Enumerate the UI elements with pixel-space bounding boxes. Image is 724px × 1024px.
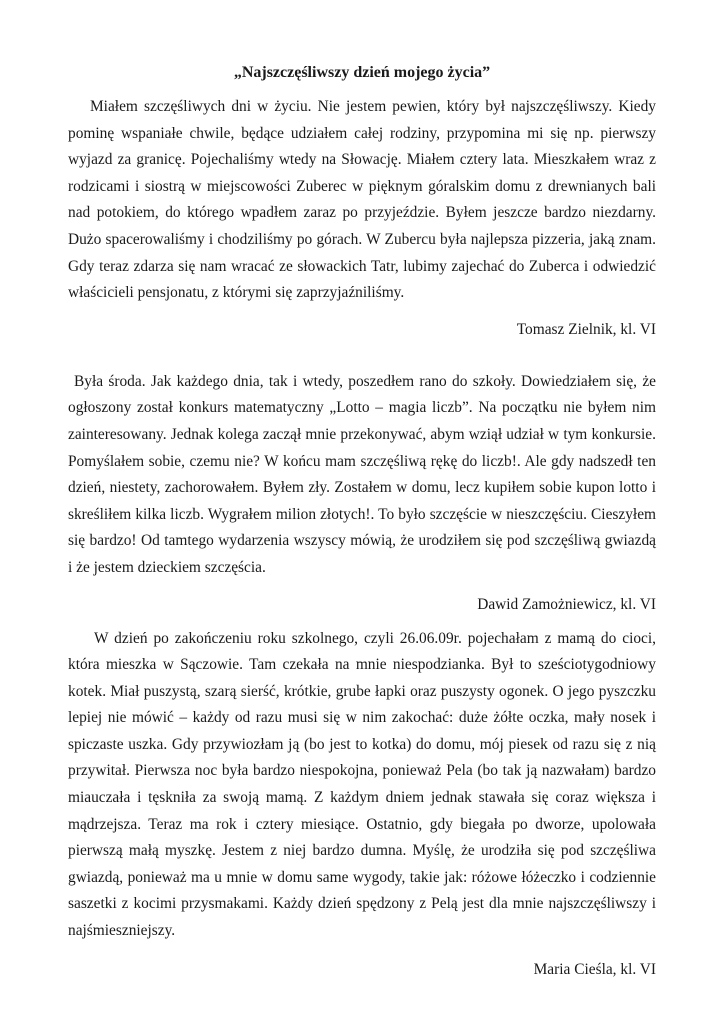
document-page: [68, 60, 656, 983]
essay-paragraph-1: Miałem szczęśliwych dni w życiu. Nie jestem pewien, który był najszczęśliwszy. Kiedy pominę wspaniałe chwile, będące udziałem całej rodziny, przypomina mi się np. pierwszy wyjazd za granicę. Pojechaliśmy wtedy na Słowację. Miałem cztery lata. Mieszkałem wraz z rodzicami i siostrą w miejscowości Zuberec w pięknym góralskim domu z drewnianych bali nad potokiem, do którego wpadłem zaraz po przyjeździe. Byłem jeszcze bardzo niezdarny. Dużo spacerowaliśmy i chodziliśmy po górach. W Zubercu była najlepsza pizzeria, jaką znam. Gdy teraz zdarza się nam wracać ze słowackich Tatr, lubimy zajechać do Zuberca i odwiedzić właścicieli pensjonatu, z którymi się zaprzyjaźniliśmy.: [68, 98, 656, 302]
essay-paragraph-2: Była środa. Jak każdego dnia, tak i wtedy, poszedłem rano do szkoły. Dowiedziałem się, że ogłoszony został konkurs matematyczny „Lotto – magia liczb”. Na początku nie byłem nim zainteresowany. Jednak kolega zaczął mnie przekonywać, abym wziął udział w tym konkursie. Pomyślałem sobie, czemu nie? W końcu mam szczęśliwą rękę do liczb!. Ale gdy nadszedł ten dzień, niestety, zachorowałem. Byłem zły. Zostałem w domu, lecz kupiłem sobie kupon lotto i skreśliłem kilka liczb. Wygrałem milion złotych!. To było szczęście w nieszczęściu. Cieszyłem się bardzo! Od tamtego wydarzenia wszyscy mówią, że urodziłem się pod szczęśliwą gwiazdą i że jestem dzieckiem szczęścia.: [68, 372, 656, 576]
author-signature-2: Dawid Zamożniewicz, kl. VI: [477, 595, 656, 613]
author-signature-3: Maria Cieśla, kl. VI: [533, 960, 656, 978]
author-signature-1: Tomasz Zielnik, kl. VI: [516, 320, 656, 338]
essay-paragraph-3: W dzień po zakończeniu roku szkolnego, czyli 26.06.09r. pojechałam z mamą do cioci, która mieszka w Sączowie. Tam czekała na mnie niespodzianka. Był to sześciotygodniowy kotek. Miał puszystą, szarą sierść, krótkie, grube łapki oraz puszysty ogonek. O jego pyszczku lepiej nie mówić – każdy od razu musi się w nim zakochać: duże żółte oczka, mały nosek i spiczaste uszka. Gdy przywiozłam ją (bo jest to kotka) do domu, mój piesek od razu się z nią przywitał. Pierwsza noc była bardzo niespokojna, ponieważ Pela (bo tak ją nazwałam) bardzo miauczała i tęskniła za swoją mamą. Z każdym dniem jednak stawała się coraz większa i mądrzejsza. Teraz ma rok i cztery miesiące. Ostatnio, gdy biegała po dworze, upolowała pierwszą małą myszkę. Jestem z niej bardzo dumna. Myślę, że urodziła się pod szczęśliwa gwiazdą, ponieważ ma u mnie w domu same wygody, takie jak: różowe łóżeczko i codziennie saszetki z kocimi przysmakami. Każdy dzień spędzony z Pelą jest dla mnie najszczęśliwszy i najśmieszniejszy.: [68, 629, 656, 940]
document-title: „Najszczęśliwszy dzień mojego życia”: [233, 64, 491, 81]
